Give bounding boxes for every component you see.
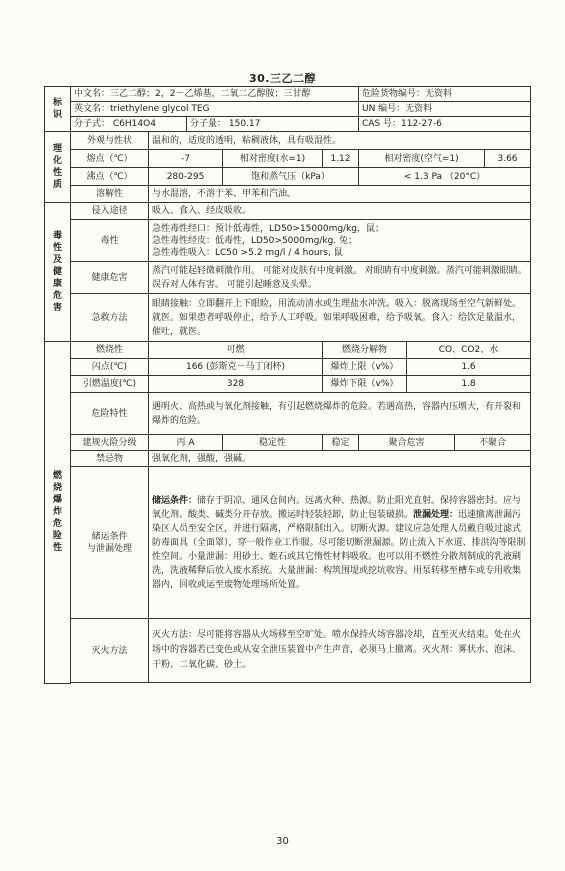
rel-density-water-label: 相对密度(水=1) — [223, 150, 323, 168]
hazard-characteristics-label: 危险特性 — [71, 393, 149, 435]
chinese-name: 中文名：三乙二醇；2，2－乙烯基，二氧二乙醇胺；三甘醇 — [71, 87, 359, 102]
melting-point-value: -7 — [149, 150, 223, 168]
upper-explosive-limit-value: 1.6 — [407, 359, 531, 376]
fire-class-label: 建规火险分级 — [71, 435, 149, 451]
dangerous-goods-number: 危险货物编号：无资料 — [359, 87, 531, 102]
page-title: 30.三乙二醇 — [249, 72, 316, 85]
extinguishing-method-value: 灭火方法：尽可能将容器从火场移至空旷处。喷水保持火场容器冷却，直至灭火结束。处在火场中的容器若已变色或从安全泄压装置中产生声音，必须马上撤离。灭火剂：雾状水、泡沫、干粉、二氧化碳、砂土。 — [149, 619, 531, 683]
stability-label: 稳定性 — [223, 435, 323, 451]
rel-density-air-label: 相对密度(空气=1) — [359, 150, 485, 168]
boiling-point-label: 沸点（℃） — [71, 168, 149, 186]
rel-density-air-value: 3.66 — [485, 150, 531, 168]
appearance-label: 外观与性状 — [71, 132, 149, 150]
safety-data-table — [44, 86, 531, 684]
lower-explosive-limit-value: 1.8 — [407, 376, 531, 393]
solubility-label: 溶解性 — [71, 186, 149, 203]
decomposition-label: 燃烧分解物 — [323, 342, 407, 359]
entry-route-label: 侵入途径 — [71, 203, 149, 220]
section-fire-explosion: 燃 烧 爆 炸 危 险 性 — [45, 342, 71, 684]
health-hazard-value: 蒸汽可能起轻微刺激作用。 可能对皮肤有中度刺激。 对眼睛有中度刺激。蒸汽可能刺激眼睛。 误吞对人体有害。 可能引起睡意及头晕。 — [149, 262, 531, 294]
health-hazard-label: 健康危害 — [71, 262, 149, 294]
boiling-point-value: 280-295 — [149, 168, 223, 186]
appearance-value: 温和的，适度的透明，粘稠液体，具有吸湿性。 — [149, 132, 531, 150]
cas-number: CAS 号：112-27-6 — [359, 117, 531, 132]
molecular-weight: 分子量： 150.17 — [187, 117, 359, 132]
un-number: UN 编号：无资料 — [359, 102, 531, 117]
entry-route-value: 吸入、食入、经皮吸收。 — [149, 203, 531, 220]
melting-point-label: 熔点（℃） — [71, 150, 149, 168]
first-aid-value: 眼睛接触：立即翻开上下眼睑，用流动清水或生理盐水冲洗。吸入：脱离现场至空气新鲜处。就医。如果患者呼吸停止，给予人工呼吸。如果呼吸困难，给予吸氧。食入：给饮足量温水，催吐，就医。 — [149, 294, 531, 342]
incompatibles-value: 强氧化剂，强酸，强碱。 — [149, 451, 531, 467]
english-name: 英文名：triethylene glycol TEG — [71, 102, 359, 117]
flash-point-value: 166 (彭斯克－马丁闭杯) — [149, 359, 323, 376]
incompatibles-label: 禁忌物 — [71, 451, 149, 467]
page-number: 30 — [276, 836, 289, 847]
vapor-pressure-label: 饱和蒸气压（kPa） — [223, 168, 359, 186]
ignition-temperature-value: 328 — [149, 376, 323, 393]
extinguishing-method-label: 灭火方法 — [71, 619, 149, 683]
first-aid-label: 急救方法 — [71, 294, 149, 342]
section-health: 毒 性 及 健 康 危 害 — [45, 203, 71, 342]
storage-spill-label: 储运条件 与泄漏处理 — [71, 467, 149, 619]
toxicity-label: 毒性 — [71, 220, 149, 262]
polymerization-value: 不聚合 — [455, 435, 531, 451]
polymerization-label: 聚合危害 — [359, 435, 455, 451]
ignition-temperature-label: 引燃温度(℃) — [71, 376, 149, 393]
hazard-characteristics-value: 遇明火、高热或与氧化剂接触，有引起燃烧爆炸的危险。若遇高热，容器内压增大，有开裂和爆炸的危险。 — [149, 393, 531, 435]
stability-value: 稳定 — [323, 435, 359, 451]
flammability-label: 燃烧性 — [71, 342, 149, 359]
upper-explosive-limit-label: 爆炸上限（v%） — [323, 359, 407, 376]
fire-class-value: 丙 A — [149, 435, 223, 451]
flash-point-label: 闪点(℃) — [71, 359, 149, 376]
solubility-value: 与水混溶，不溶于苯、甲苯和汽油。 — [149, 186, 531, 203]
molecular-formula: 分子式： C6H14O4 — [71, 117, 187, 132]
flammability-value: 可燃 — [149, 342, 323, 359]
section-physchem: 理 化 性 质 — [45, 132, 71, 203]
toxicity-value: 急性毒性经口：预计低毒性，LD50>15000mg/kg，鼠； 急性毒性经皮：低毒性，LD50>5000mg/kg. 兔； 急性毒性吸入：LC50 >5.2 mg/l / 4 hours, 鼠 — [149, 220, 531, 262]
vapor-pressure-value: < 1.3 Pa （20°C） — [359, 168, 531, 186]
rel-density-water-value: 1.12 — [323, 150, 359, 168]
decomposition-value: CO、CO2、水 — [407, 342, 531, 359]
section-identification: 标 识 — [45, 87, 71, 132]
storage-spill-value: 储运条件：储存于阴凉、通风仓间内。远离火种、热源。防止阳光直射。保持容器密封。应与氧化剂、酸类、碱类分开存放。搬运时轻装轻卸，防止包装破损。泄漏处理：迅速撤离泄漏污染区人员至安全区，并进行隔离，严格限制出入。切断火源。建议应急处理人员戴自吸过滤式防毒面具（全面罩），穿一般作业工作服。尽可能切断泄漏源。防止流入下水道、排洪沟等限制性空间。小量泄漏：用砂土、蛭石或其它惰性材料吸收。也可以用不燃性分散剂制成的乳液刷洗，洗液稀释后放入废水系统。大量泄漏：构筑围堤或挖坑收容。用泵转移至槽车或专用收集器内，回收或运至废物处理场所处置。 — [149, 467, 531, 619]
lower-explosive-limit-label: 爆炸下限（v%） — [323, 376, 407, 393]
